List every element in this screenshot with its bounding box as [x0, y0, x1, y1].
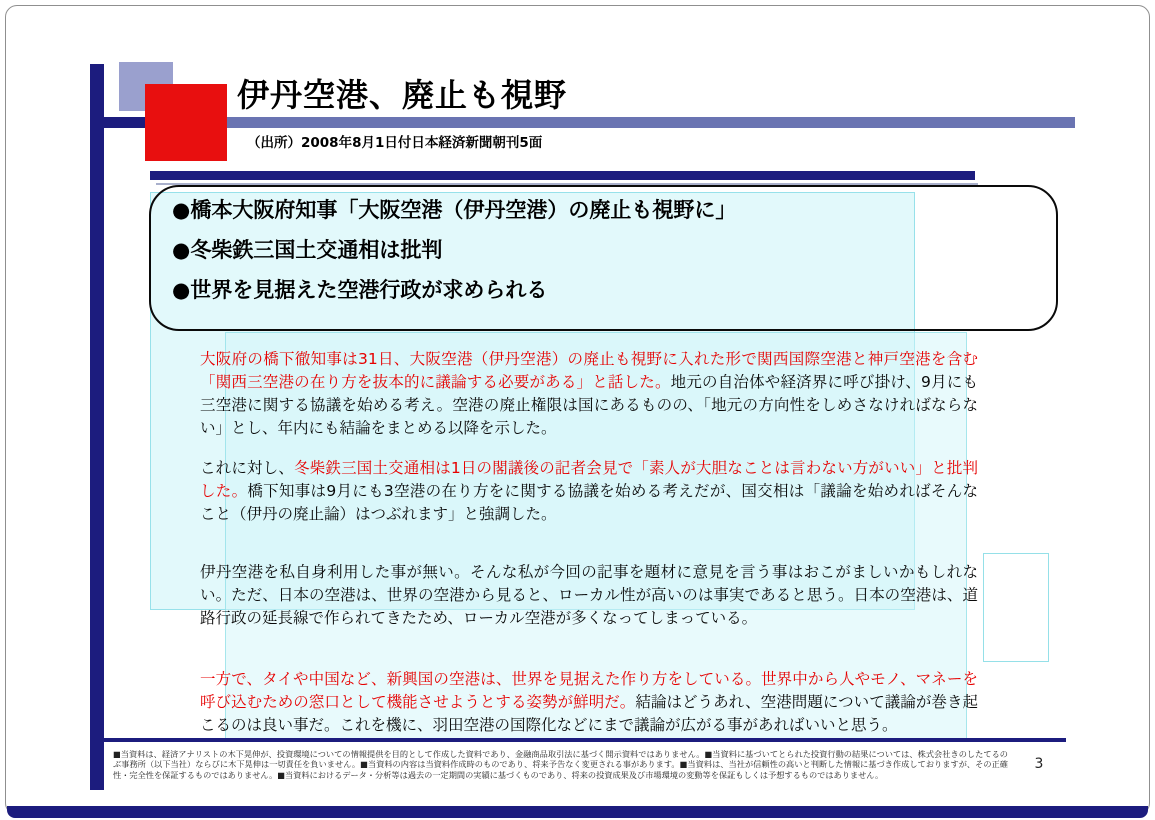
body-paragraph: [200, 457, 978, 526]
text-run: 伊丹空港を私自身利用した事が無い。そんな私が今回の記事を題材に意見を言う事はおこがましいかもしれない。ただ、日本の空港は、世界の空港から見ると、ローカル性が高いのは事実であると思う。日本の空港は、道路行政の延長線で作られてきたため、ローカル空港が多くなってしまっている。: [200, 563, 978, 627]
text-run: 大阪府の橋下徹知事は31日、大阪空港（伊丹空港）の廃止も視野に入れた形で関西国際空港と神戸空港を含む「関西三空港の在り方を抜本的に議論する必要がある」と話した。: [200, 350, 978, 391]
body-paragraph: [200, 348, 978, 440]
source-underline-bar: [150, 171, 975, 180]
text-run: 冬柴鉄三国土交通相は1日の閣議後の記者会見で「素人が大胆なことは言わない方がいい」と批判した。: [200, 459, 978, 500]
key-point-item: ●世界を見据えた空港行政が求められる: [172, 278, 548, 302]
text-run: 橋下知事は9月にも3空港の在り方をに関する協議を始める考えだが、国交相は「議論を始めればそんなこと（伊丹の廃止論）はつぶれます」と強調した。: [200, 482, 978, 523]
left-accent-bar: [90, 64, 104, 790]
key-points-list: [172, 197, 1032, 317]
text-run: これに対し、: [200, 459, 295, 477]
bottom-band-decoration: [7, 806, 1148, 818]
cyan-wash-outline-decoration: [983, 553, 1049, 662]
source-caption: （出所）2008年8月1日付日本経済新聞朝刊5面: [247, 135, 543, 151]
red-square-decoration: [145, 84, 227, 161]
page-number: 3: [1034, 756, 1044, 772]
body-paragraph: [200, 668, 978, 737]
text-run: 地元の自治体や経済界に呼び掛け、9月にも三空港に関する協議を始める考え。空港の廃止権限は国にあるものの、「地元の方向性をしめさなければならない」とし、年内にも結論をまとめる以降を示した。: [200, 373, 978, 437]
text-run: 一方で、タイや中国など、新興国の空港は、世界を見据えた作り方をしている。世界中から人やモノ、マネーを呼び込むための窓口として機能させようとする姿勢が鮮明だ。: [200, 670, 978, 711]
title-underline-bar: [101, 117, 1075, 128]
body-paragraph: [200, 561, 978, 630]
footer-divider: [90, 738, 1066, 742]
text-run: 結論はどうあれ、空港問題について議論が巻き起こるのは良い事だ。これを機に、羽田空港の国際化などにまで議論が広がる事があればいいと思う。: [200, 693, 978, 734]
slide-title: 伊丹空港、廃止も視野: [237, 76, 568, 114]
key-point-item: ●冬柴鉄三国土交通相は批判: [172, 238, 443, 262]
disclaimer-text: ■当資料は、経済アナリストの木下晃伸が、投資環境についての情報提供を目的として作成した資料であり、金融商品取引法に基づく開示資料ではありません。■当資料に基づいてとられた投資行動の結果については、株式会社きのしたてるのぶ事務所（以下当社）ならびに木下晃伸は一切責任を負いません。■当資料の内容は当資料作成時のものであり、将来予告なく変更される事があります。■当資料は、当社が信頼性の高いと判断した情報に基づき作成しておりますが、その正確性・完全性を保証するものではありません。■当資料におけるデータ・分析等は過去の一定期間の実績に基づくものであり、将来の投資成果及び市場環境の変動等を保証もしくは予想するものではありません。: [113, 749, 1008, 780]
key-point-item: ●橋本大阪府知事「大阪空港（伊丹空港）の廃止も視野に」: [172, 198, 737, 222]
